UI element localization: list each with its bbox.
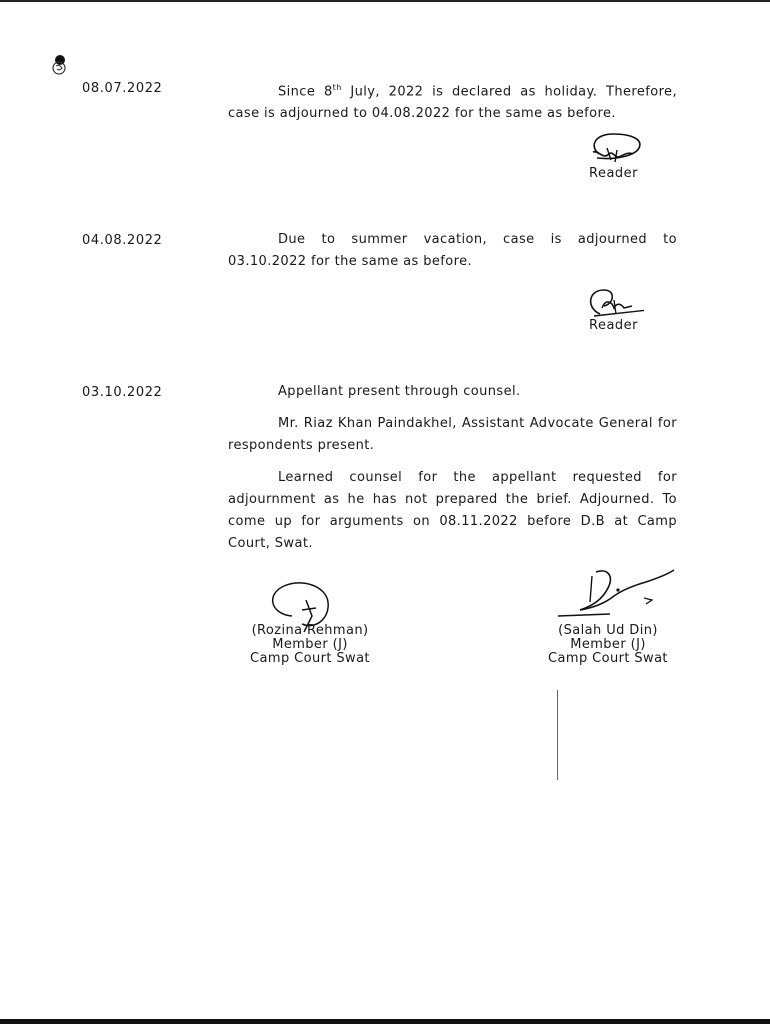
member-designation: Member (J) [570, 637, 646, 652]
scan-top-edge [0, 0, 770, 2]
entry-date: 03.10.2022 [82, 385, 163, 400]
scan-bottom-edge [0, 1019, 770, 1024]
entry-text: Mr. Riaz Khan Paindakhel, Assistant Advocate General for respondents present. [228, 416, 677, 453]
member-name: (Salah Ud Din) [558, 623, 658, 638]
entry-text: Since 8th July, 2022 is declared as holiday. Therefore, case is adjourned to 04.08.2022 for the same as before. [228, 83, 677, 122]
entry-text: Appellant present through counsel. [278, 384, 521, 399]
reader-label: Reader [589, 318, 639, 333]
reader-label: Reader [589, 166, 639, 181]
member-place: Camp Court Swat [250, 651, 370, 666]
member-name: (Rozina Rehman) [251, 623, 369, 638]
entry-text: Due to summer vacation, case is adjourned to 03.10.2022 for the same as before. [228, 232, 677, 269]
punch-hole-mark [48, 52, 70, 78]
reader-signature [585, 130, 645, 170]
member-signature-block [538, 624, 678, 666]
member-signature [552, 566, 680, 624]
entry-date: 04.08.2022 [82, 233, 163, 248]
member-signature-block [240, 624, 380, 666]
member-place: Camp Court Swat [548, 651, 668, 666]
margin-line [557, 690, 558, 780]
entry-date: 08.07.2022 [82, 81, 163, 96]
member-designation: Member (J) [272, 637, 348, 652]
entry-text: Learned counsel for the appellant requested for adjournment as he has not prepared the brief. Adjourned. To come up for arguments on 08.11.2022 before D.B at Camp Court, Swat. [228, 470, 677, 551]
